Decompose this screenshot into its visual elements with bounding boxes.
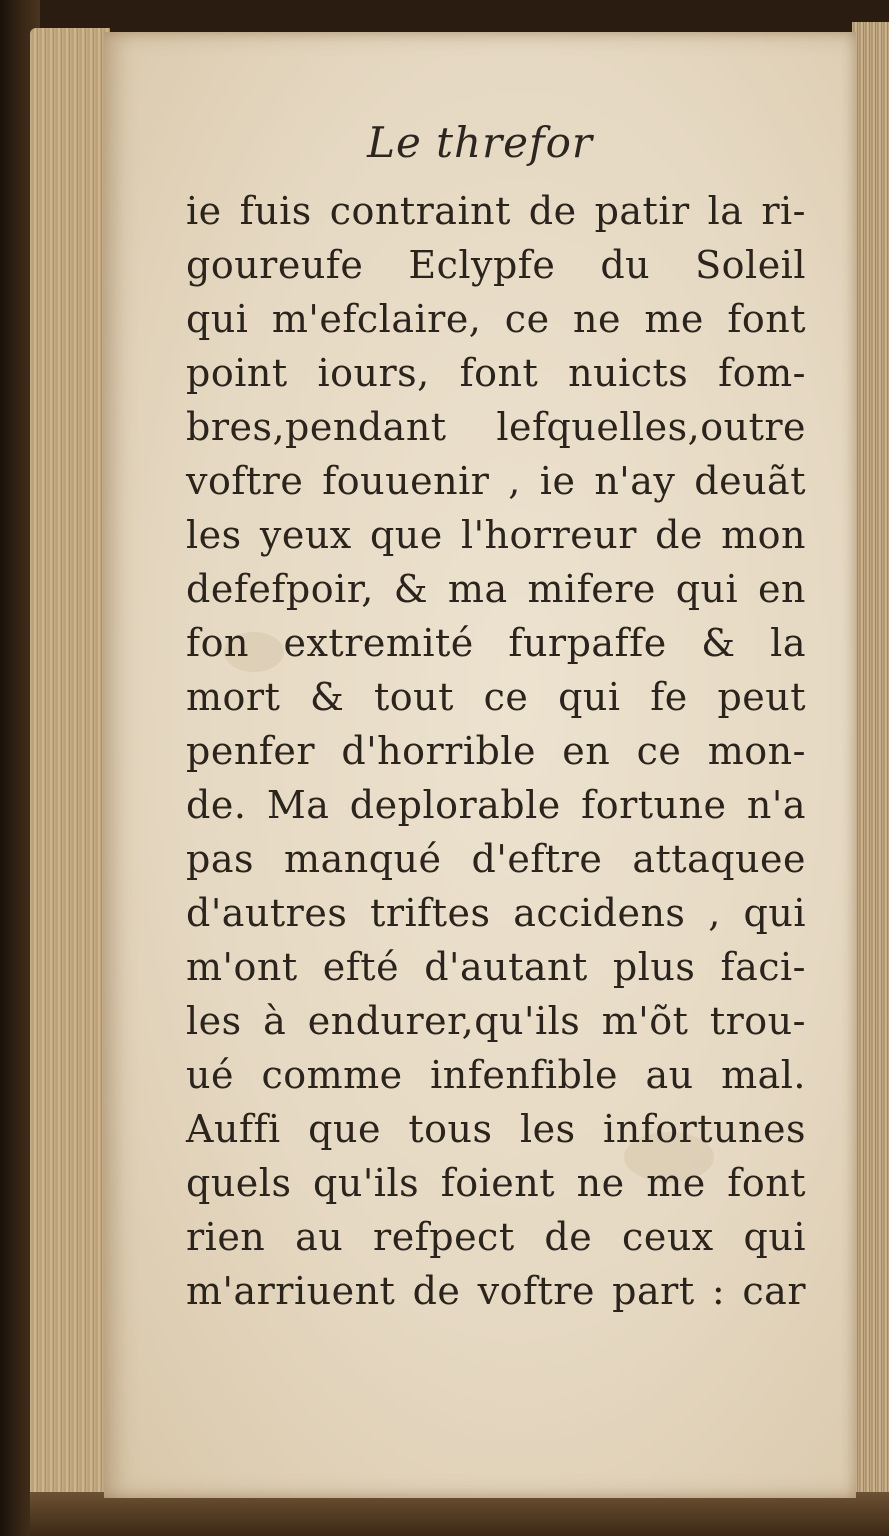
- text-line: fon extremité furpaffe & la: [186, 621, 806, 665]
- text-line: goureufe Eclypfe du Soleil: [186, 243, 806, 287]
- text-line: ué comme infenfible au mal.: [186, 1053, 806, 1097]
- running-head: Le threfor: [367, 118, 593, 167]
- text-line: rien au refpect de ceux qui: [186, 1215, 806, 1259]
- text-line: qui m'efclaire, ce ne me font: [186, 297, 806, 341]
- book-page: [104, 32, 856, 1498]
- text-line: penfer d'horrible en ce mon-: [186, 729, 806, 773]
- text-line: defefpoir, & ma mifere qui en: [186, 567, 806, 611]
- text-line: bres,pendant lefquelles,outre: [186, 405, 806, 449]
- text-line: les à endurer,qu'ils m'õt trou-: [186, 999, 806, 1043]
- text-line: Auffi que tous les infortunes: [186, 1107, 806, 1151]
- text-line: les yeux que l'horreur de mon: [186, 513, 806, 557]
- left-page-stack: [30, 28, 110, 1498]
- text-line: point iours, font nuicts fom-: [186, 351, 806, 395]
- text-line: pas manqué d'eftre attaquee: [186, 837, 806, 881]
- right-page-edges: [852, 22, 889, 1512]
- text-line: de. Ma deplorable fortune n'a: [186, 783, 806, 827]
- bottom-binding: [30, 1492, 889, 1536]
- text-line: m'ont efté d'autant plus faci-: [186, 945, 806, 989]
- text-line: mort & tout ce qui fe peut: [186, 675, 806, 719]
- text-line: m'arriuent de voftre part : car: [186, 1269, 806, 1313]
- text-line: d'autres triftes accidens , qui: [186, 891, 806, 935]
- text-line: voftre fouuenir , ie n'ay deuãt: [186, 459, 806, 503]
- text-line: ie fuis contraint de patir la ri-: [186, 189, 806, 233]
- page-text: [186, 184, 806, 1318]
- text-line: quels qu'ils foient ne me font: [186, 1161, 806, 1205]
